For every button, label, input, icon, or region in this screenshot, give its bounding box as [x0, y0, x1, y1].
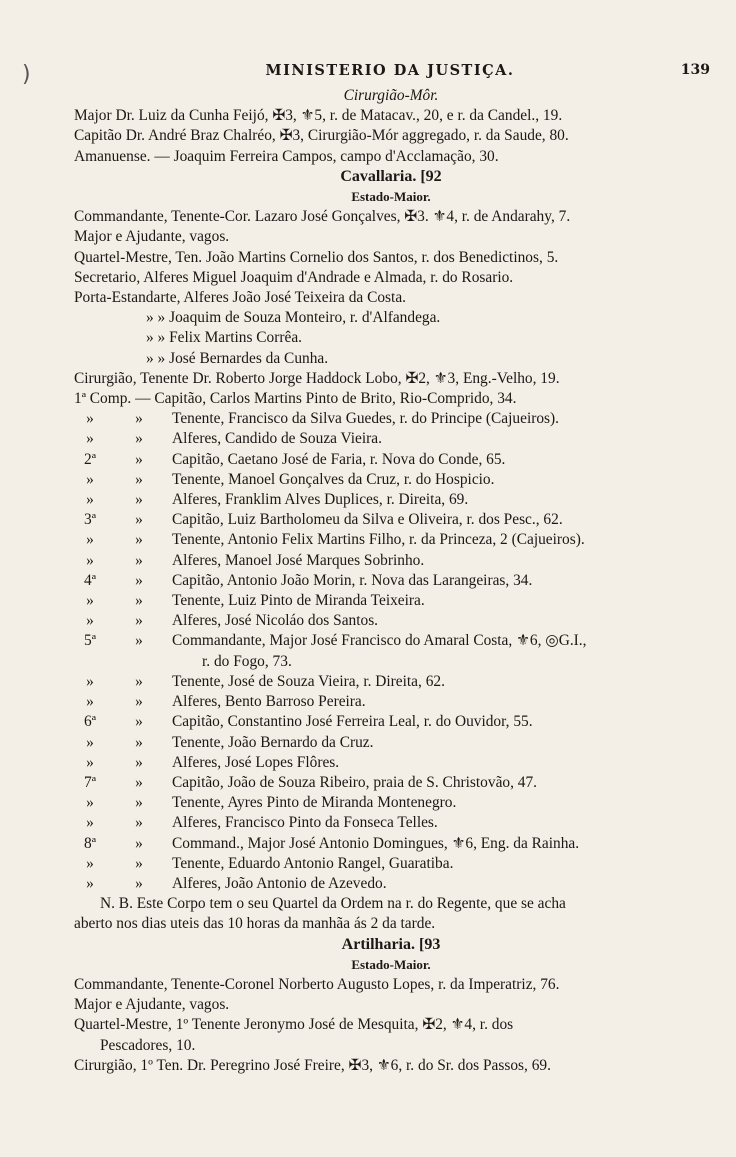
company-number: » — [86, 410, 94, 428]
company-number: » — [86, 733, 94, 751]
text-line: r. do Fogo, 73. — [202, 652, 292, 670]
text-line — [74, 692, 708, 712]
entry-text: Tenente, Eduardo Antonio Rangel, Guaratiba. — [172, 854, 454, 872]
text-line — [74, 571, 708, 591]
company-number: 4ª — [84, 571, 96, 589]
entry-text: Command., Major José Antonio Domingues, ⚜6, Eng. da Rainha. — [172, 834, 580, 852]
company-number: 7ª — [84, 773, 96, 791]
text-line: 1ª Comp. — Capitão, Carlos Martins Pinto de Brito, Rio-Comprido, 34. — [74, 390, 517, 408]
entry-text: Tenente, Ayres Pinto de Miranda Montenegro. — [172, 794, 457, 812]
text-line: Cirurgião, 1º Ten. Dr. Peregrino José Freire, ✠3, ⚜6, r. do Sr. dos Passos, 69. — [74, 1056, 551, 1074]
company-number: 3ª — [84, 511, 96, 529]
text-line: aberto nos dias uteis das 10 horas da manhãa ás 2 da tarde. — [74, 915, 436, 933]
entry-text: Alferes, José Nicoláo dos Santos. — [172, 612, 379, 630]
entry-text: Tenente, Luiz Pinto de Miranda Teixeira. — [172, 592, 425, 610]
company-number: » — [86, 854, 94, 872]
text-line — [74, 834, 708, 854]
text-line: Quartel-Mestre, 1º Tenente Jeronymo José de Mesquita, ✠2, ⚜4, r. dos — [74, 1016, 514, 1034]
entry-text: Tenente, Francisco da Silva Guedes, r. do Principe (Cajueiros). — [172, 410, 560, 428]
entry-text: Tenente, José de Souza Vieira, r. Direita, 62. — [172, 672, 445, 690]
text-line: Cirurgião, Tenente Dr. Roberto Jorge Haddock Lobo, ✠2, ⚜3, Eng.-Velho, 19. — [74, 369, 560, 387]
company-number: » — [86, 592, 94, 610]
text-line: » » Felix Martins Corrêa. — [146, 329, 303, 347]
margin-mark: ) — [22, 62, 31, 87]
document-body — [74, 86, 708, 1076]
text-line — [74, 854, 708, 874]
entry-text: Alferes, José Lopes Flôres. — [172, 753, 340, 771]
text-line: Amanuense. — Joaquim Ferreira Campos, campo d'Acclamação, 30. — [74, 147, 499, 165]
ditto-mark: » — [135, 551, 143, 569]
company-number: » — [86, 430, 94, 448]
entry-text: Alferes, Francisco Pinto da Fonseca Telles. — [172, 814, 438, 832]
text-line — [74, 551, 708, 571]
ditto-mark: » — [135, 531, 143, 549]
text-line: Capitão Dr. André Braz Chalréo, ✠3, Cirurgião-Mór aggregado, r. da Saude, 80. — [74, 127, 569, 145]
text-line — [74, 793, 708, 813]
text-line — [74, 450, 708, 470]
entry-text: Alferes, Franklim Alves Duplices, r. Direita, 69. — [172, 491, 469, 509]
ditto-mark: » — [135, 511, 143, 529]
company-number: » — [86, 874, 94, 892]
ditto-mark: » — [135, 410, 143, 428]
text-line: » » José Bernardes da Cunha. — [146, 349, 329, 367]
text-line: Quartel-Mestre, Ten. João Martins Cornelio dos Santos, r. dos Benedictinos, 5. — [74, 248, 559, 266]
company-number: » — [86, 470, 94, 488]
company-number: » — [86, 753, 94, 771]
text-line — [74, 591, 708, 611]
text-line — [74, 712, 708, 732]
entry-text: Alferes, Candido de Souza Vieira. — [172, 430, 382, 448]
text-line — [74, 874, 708, 894]
ditto-mark: » — [135, 612, 143, 630]
company-number: » — [86, 814, 94, 832]
company-number: 8ª — [84, 834, 96, 852]
ditto-mark: » — [135, 834, 143, 852]
text-line: Commandante, Tenente-Coronel Norberto Augusto Lopes, r. da Imperatriz, 76. — [74, 975, 560, 993]
page-number: 139 — [680, 62, 710, 78]
ditto-mark: » — [135, 794, 143, 812]
ditto-mark: » — [135, 713, 143, 731]
entry-text: Tenente, Antonio Felix Martins Filho, r. da Princeza, 2 (Cajueiros). — [172, 531, 585, 549]
ditto-mark: » — [135, 773, 143, 791]
company-number: » — [86, 551, 94, 569]
page-header — [70, 62, 710, 84]
text-line — [74, 429, 708, 449]
ditto-mark: » — [135, 571, 143, 589]
text-line: Secretario, Alferes Miguel Joaquim d'Andrade e Almada, r. do Rosario. — [74, 268, 514, 286]
text-line — [74, 773, 708, 793]
text-line — [74, 672, 708, 692]
text-line: N. B. Este Corpo tem o seu Quartel da Ordem na r. do Regente, que se acha — [100, 895, 566, 913]
ditto-mark: » — [135, 470, 143, 488]
entry-text: Tenente, João Bernardo da Cruz. — [172, 733, 374, 751]
entry-text: Alferes, João Antonio de Azevedo. — [172, 874, 387, 892]
ditto-mark: » — [135, 672, 143, 690]
text-line — [74, 611, 708, 631]
company-number: 6ª — [84, 713, 96, 731]
ditto-mark: » — [135, 632, 143, 650]
text-line — [74, 753, 708, 773]
ditto-mark: » — [135, 854, 143, 872]
ditto-mark: » — [135, 430, 143, 448]
entry-text: Alferes, Bento Barroso Pereira. — [172, 693, 366, 711]
text-line — [74, 813, 708, 833]
text-line: » » Joaquim de Souza Monteiro, r. d'Alfandega. — [146, 309, 441, 327]
ditto-mark: » — [135, 592, 143, 610]
text-line — [74, 510, 708, 530]
ditto-mark: » — [135, 450, 143, 468]
entry-text: Capitão, Constantino José Ferreira Leal, r. do Ouvidor, 55. — [172, 713, 533, 731]
ditto-mark: » — [135, 874, 143, 892]
entry-text: Alferes, Manoel José Marques Sobrinho. — [172, 551, 425, 569]
entry-text: Tenente, Manoel Gonçalves da Cruz, r. do Hospicio. — [172, 470, 495, 488]
text-line: Commandante, Tenente-Cor. Lazaro José Gonçalves, ✠3. ⚜4, r. de Andarahy, 7. — [74, 208, 571, 226]
entry-text: Capitão, Caetano José de Faria, r. Nova do Conde, 65. — [172, 450, 506, 468]
text-line: Cavallaria. [92 — [340, 167, 442, 185]
text-line — [74, 733, 708, 753]
company-number: » — [86, 693, 94, 711]
ditto-mark: » — [135, 753, 143, 771]
entry-text: Capitão, João de Souza Ribeiro, praia de S. Christovão, 47. — [172, 773, 538, 791]
text-line: Artilharia. [93 — [341, 935, 441, 953]
text-line — [74, 470, 708, 490]
text-line: Cirurgião-Môr. — [343, 87, 439, 104]
text-line: Major e Ajudante, vagos. — [74, 228, 230, 246]
ditto-mark: » — [135, 693, 143, 711]
ditto-mark: » — [135, 814, 143, 832]
company-number: 2ª — [84, 450, 96, 468]
ditto-mark: » — [135, 733, 143, 751]
company-number: » — [86, 491, 94, 509]
text-line: Major e Ajudante, vagos. — [74, 996, 230, 1014]
text-line — [74, 490, 708, 510]
company-number: » — [86, 794, 94, 812]
company-number: » — [86, 612, 94, 630]
entry-text: Capitão, Antonio João Morin, r. Nova das Larangeiras, 34. — [172, 571, 533, 589]
ditto-mark: » — [135, 491, 143, 509]
company-number: 5ª — [84, 632, 96, 650]
text-line: Estado-Maior. — [351, 189, 431, 205]
page-title: MINISTERIO DA JUSTIÇA. — [265, 62, 515, 79]
text-line: Porta-Estandarte, Alferes João José Teixeira da Costa. — [74, 289, 407, 307]
text-line: Major Dr. Luiz da Cunha Feijó, ✠3, ⚜5, r. de Matacav., 20, e r. da Candel., 19. — [74, 107, 563, 125]
text-line: Estado-Maior. — [351, 956, 431, 972]
company-number: » — [86, 672, 94, 690]
text-line — [74, 530, 708, 550]
text-line — [74, 409, 708, 429]
company-number: » — [86, 531, 94, 549]
text-line — [74, 631, 708, 651]
text-line: Pescadores, 10. — [100, 1036, 196, 1054]
entry-text: Capitão, Luiz Bartholomeu da Silva e Oliveira, r. dos Pesc., 62. — [172, 511, 563, 529]
entry-text: Commandante, Major José Francisco do Amaral Costa, ⚜6, ◎G.I., — [172, 632, 587, 650]
